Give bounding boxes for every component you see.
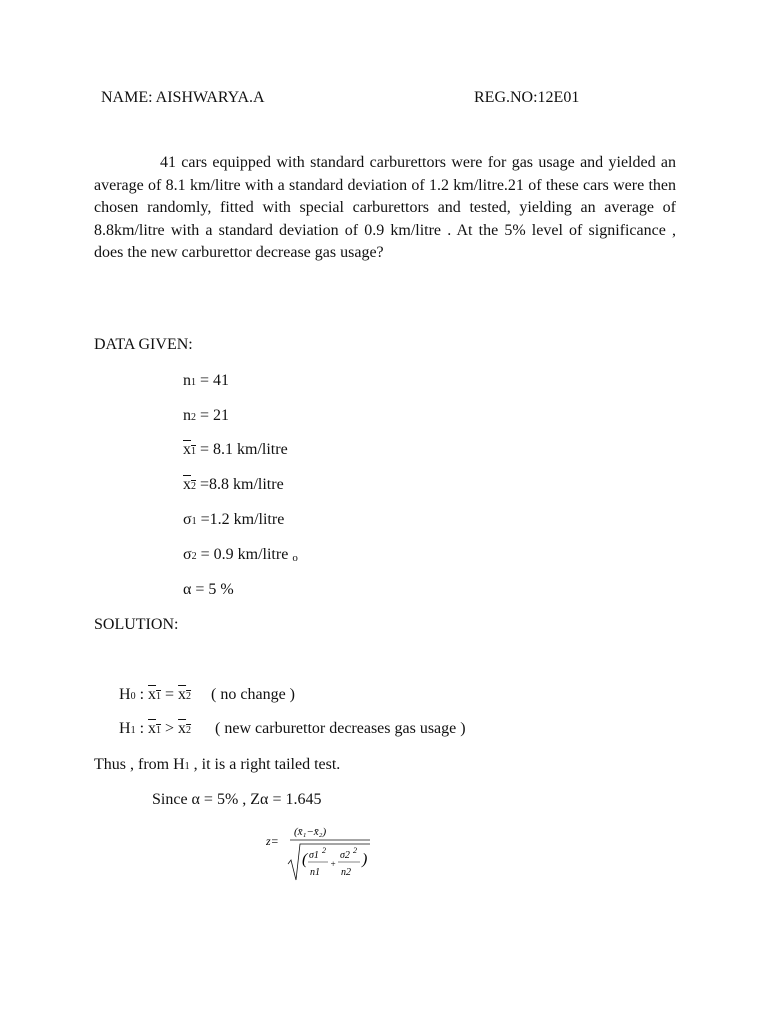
given-x1-mean: x1 = 8.1 km/litre xyxy=(183,441,288,458)
problem-line-1: 41 cars equipped with standard carburettors were for gas usage and xyxy=(160,154,604,171)
given-sigma2: σ2 = 0.9 km/litre o xyxy=(183,546,298,564)
null-hypothesis: H0 : x1 = x2 ( no change ) xyxy=(119,686,296,703)
paren-close: ) xyxy=(362,851,368,868)
problem-line-6: gas usage? xyxy=(314,244,384,262)
sigma2-term: σ2 xyxy=(340,850,350,861)
formula-numerator: (x̄₁−x̄₂) xyxy=(294,826,327,838)
n2-term: n2 xyxy=(341,867,351,878)
plus-sign: + xyxy=(330,859,337,869)
test-type-statement: Thus , from H1 , it is a right tailed test. xyxy=(94,756,341,773)
given-n1: n1 = 41 xyxy=(183,372,230,389)
data-given-heading: DATA GIVEN: xyxy=(94,336,193,353)
solution-heading: SOLUTION: xyxy=(94,616,179,633)
problem-line-3: these cars were then chosen randomly, fitted with special carburettors and xyxy=(94,176,677,217)
problem-line-2: yielded an average of 8.1 km/litre with a standard deviation of 1.2 km/litre.21 of xyxy=(94,154,677,194)
n1-term: n1 xyxy=(310,867,320,878)
formula-graphic xyxy=(266,820,376,886)
given-n2: n2 = 21 xyxy=(183,407,230,424)
critical-value-statement: Since α = 5% , Zα = 1.645 xyxy=(152,791,322,808)
sigma2-square: 2 xyxy=(353,846,357,855)
sigma1-square: 2 xyxy=(322,846,326,855)
z-statistic-formula xyxy=(266,820,376,886)
problem-statement xyxy=(94,152,676,265)
student-name: NAME: AISHWARYA.A xyxy=(101,89,265,106)
sigma1-term: σ1 xyxy=(309,850,319,861)
problem-line-4: tested, yielding an average of 8.8km/litre with a standard deviation of 0.9 xyxy=(94,199,676,239)
given-alpha: α = 5 % xyxy=(183,581,234,598)
given-sigma1: σ1 =1.2 km/litre xyxy=(183,511,285,528)
alternative-hypothesis: H1 : x1 > x2 ( new carburettor decreases gas usage ) xyxy=(119,720,466,737)
paren-open: ( xyxy=(302,851,308,868)
formula-lhs: z= xyxy=(266,834,279,848)
registration-number: REG.NO:12E01 xyxy=(474,89,580,106)
given-x2-mean: x2 =8.8 km/litre xyxy=(183,476,284,493)
problem-line-5: km/litre . At the 5% level of significance , does the new carburettor decrease xyxy=(94,221,676,262)
